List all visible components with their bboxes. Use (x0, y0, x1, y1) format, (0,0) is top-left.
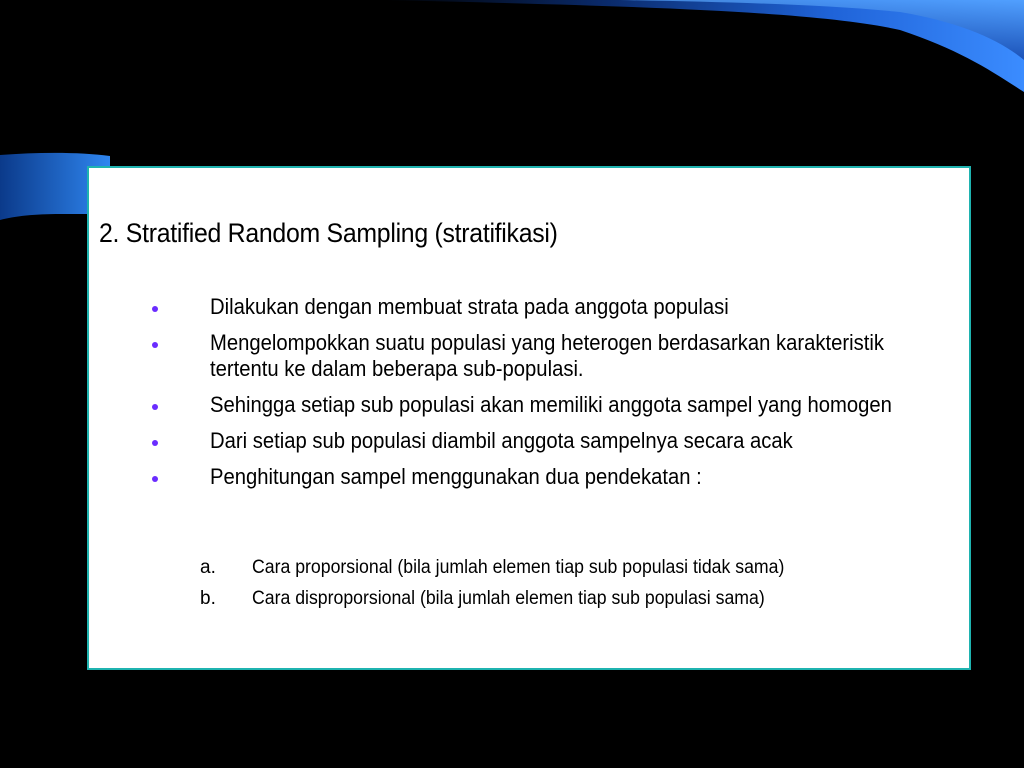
sub-list-item (89, 587, 969, 611)
list-item (89, 464, 969, 490)
sub-list-item (89, 556, 969, 580)
list-item (89, 392, 969, 418)
decorative-swoosh-top (0, 0, 1024, 120)
bullet-icon (152, 440, 158, 446)
bullet-list (89, 294, 969, 500)
bullet-icon (152, 342, 158, 348)
sub-list-text: Cara proporsional (bila jumlah elemen tiap sub populasi tidak sama) (252, 557, 785, 578)
bullet-text: Dilakukan dengan membuat strata pada anggota populasi (210, 294, 729, 319)
list-item (89, 294, 969, 320)
slide-heading: 2. Stratified Random Sampling (stratifikasi) (99, 218, 558, 248)
bullet-icon (152, 306, 158, 312)
bullet-text: Penghitungan sampel menggunakan dua pendekatan : (210, 464, 702, 489)
bullet-icon (152, 404, 158, 410)
sub-list-text: Cara disproporsional (bila jumlah elemen tiap sub populasi sama) (252, 588, 765, 609)
sub-list (89, 556, 969, 618)
sub-list-marker: b. (200, 588, 216, 609)
sub-list-marker: a. (200, 557, 216, 578)
list-item (89, 330, 969, 382)
content-box (87, 166, 971, 670)
bullet-text: Dari setiap sub populasi diambil anggota sampelnya secara acak (210, 428, 793, 453)
list-item (89, 428, 969, 454)
bullet-text: Mengelompokkan suatu populasi yang heterogen berdasarkan karakteristik tertentu ke dalam beberapa sub-populasi. (210, 330, 884, 381)
bullet-text: Sehingga setiap sub populasi akan memiliki anggota sampel yang homogen (210, 392, 892, 417)
bullet-icon (152, 476, 158, 482)
